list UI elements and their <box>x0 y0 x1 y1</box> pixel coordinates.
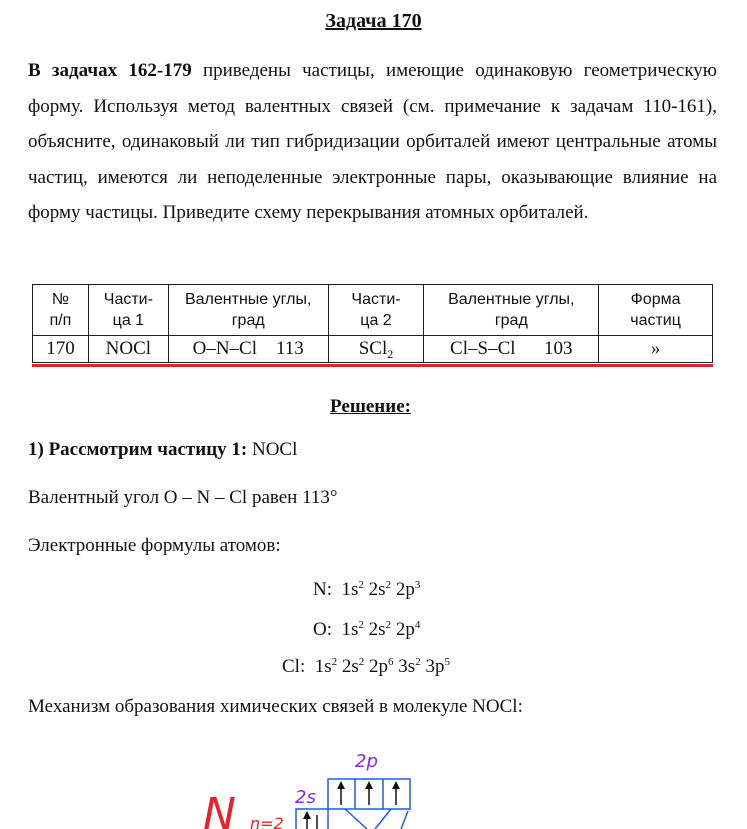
p-electron-arrowhead-3 <box>392 781 400 789</box>
solution-heading: Решение: <box>330 396 411 417</box>
atom-label: N <box>203 789 236 829</box>
formula-cl: Cl: $1s^2$ $2s^2$ $2p^6$ $3s^2$ $3p^5$ <box>282 656 450 677</box>
formula-o: O: $1s^2$ $2s^2$ $2p^4$ <box>313 619 421 640</box>
header-angles-1: Валентные углы, град <box>168 285 328 336</box>
level-label: n=2 <box>250 814 284 829</box>
step-1-heading: 1) Рассмотрим частицу 1: NOCl <box>28 439 298 460</box>
mechanism-text: Механизм образования химических связей в молекуле NOCl: <box>28 696 523 717</box>
valence-angle-text: Валентный угол O – N – Cl равен 113° <box>28 487 338 508</box>
electron-formulas-intro: Электронные формулы атомов: <box>28 535 281 556</box>
header-particle-2: Части- ца 2 <box>328 285 424 336</box>
header-angles-2: Валентные углы, град <box>424 285 599 336</box>
header-particle-1: Части- ца 1 <box>88 285 168 336</box>
cell-particle-1: NOCl <box>88 336 168 363</box>
s-orbital-label: 2s <box>295 787 316 808</box>
task-range: В задачах 162-179 <box>28 60 192 81</box>
particles-table <box>32 284 713 363</box>
header-shape: Форма частиц <box>599 285 713 336</box>
table-header-row <box>33 285 713 336</box>
red-underline <box>32 364 713 367</box>
hybrid-line-2 <box>375 809 391 829</box>
hybrid-line-3 <box>401 811 408 829</box>
formula-n: N: $1s^2$ $2s^2$ $2p^3$ <box>313 579 421 600</box>
cell-angle-2: Cl–S–Cl 103 <box>424 336 599 363</box>
s-orbital-box <box>296 809 328 829</box>
p-orbital-label: 2p <box>355 751 378 772</box>
cell-angle-1: O–N–Cl 113 <box>168 336 328 363</box>
p-electron-arrowhead-1 <box>337 781 345 789</box>
cell-number: 170 <box>33 336 89 363</box>
hybrid-line-1 <box>345 809 367 829</box>
cell-particle-2: SCl$_2$ <box>328 336 424 363</box>
task-description <box>28 53 717 231</box>
s-electron-up-arrowhead <box>303 811 311 819</box>
orbital-diagram <box>195 745 435 829</box>
task-text: приведены частицы, имеющие одинаковую геометрическую форму. Используя метод валентных связей (см. примечание к задачам 110-161), объясните, одинаковый ли тип гибридизации орбиталей имеют центральные атомы частиц, имеются ли неподеленные электронные пары, оказывающие влияние на форму частицы. Приведите схему перекрывания атомных орбиталей. <box>28 60 717 223</box>
table-row <box>33 336 713 363</box>
p-electron-arrowhead-2 <box>365 781 373 789</box>
header-number: № п/п <box>33 285 89 336</box>
cell-shape: » <box>599 336 713 363</box>
page-title: Задача 170 <box>325 10 422 32</box>
